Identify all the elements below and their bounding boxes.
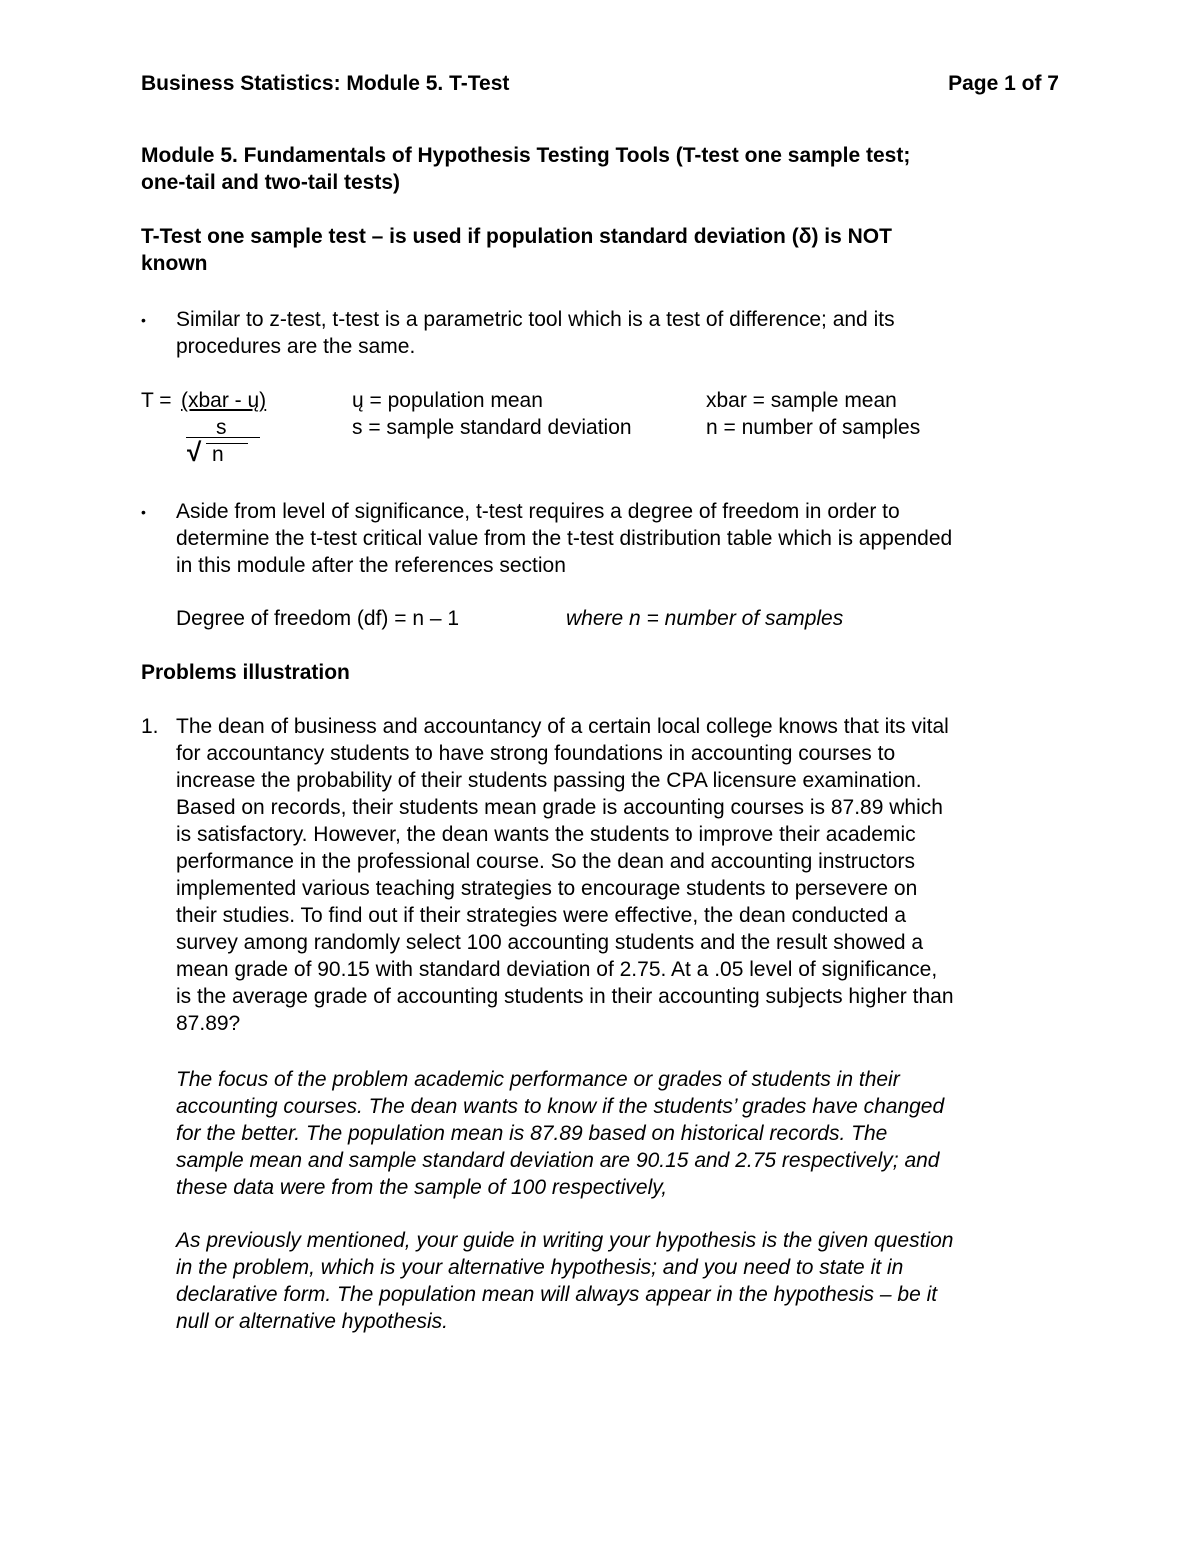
explanation2-line: null or alternative hypothesis.: [176, 1310, 448, 1333]
problem1-line: implemented various teaching strategies to encourage students to persevere on: [176, 877, 918, 900]
problem1-line: increase the probability of their students passing the CPA licensure examination.: [176, 769, 922, 792]
problem1-line: Based on records, their students mean grade is accounting courses is 87.89 which: [176, 796, 943, 819]
df-note: where n = number of samples: [566, 607, 844, 630]
ttest-definition-line2: known: [141, 252, 208, 275]
formula-lhs: T =: [141, 389, 172, 412]
explanation1-text: [176, 1066, 1076, 1201]
definition-n: n = number of samples: [706, 416, 921, 439]
problem1-line: is the average grade of accounting students in their accounting subjects higher than: [176, 985, 954, 1008]
problem1-line: mean grade of 90.15 with standard deviation of 2.75. At a .05 level of significance,: [176, 958, 938, 981]
section-heading: Problems illustration: [141, 661, 350, 684]
bullet-icon: •: [141, 504, 146, 520]
explanation1-line: sample mean and sample standard deviation are 90.15 and 2.75 respectively; and: [176, 1149, 940, 1172]
problem1-line: 87.89?: [176, 1012, 241, 1035]
df-formula: Degree of freedom (df) = n – 1: [176, 607, 460, 630]
formula-radicand: n: [212, 443, 224, 466]
module-title-line1: Module 5. Fundamentals of Hypothesis Testing Tools (T-test one sample test;: [141, 144, 911, 167]
problem1-line: their studies. To find out if their strategies were effective, the dean conducted a: [176, 904, 906, 927]
ttest-definition-line1: T-Test one sample test – is used if population standard deviation (δ) is NOT: [141, 225, 892, 248]
bullet-icon: •: [141, 312, 146, 328]
definition-mu: ų = population mean: [352, 389, 543, 412]
explanation2-text: [176, 1227, 1076, 1335]
page-number: Page 1 of 7: [948, 72, 1059, 95]
module-title-line2: one-tail and two-tail tests): [141, 171, 401, 194]
explanation1-line: accounting courses. The dean wants to know if the students’ grades have changed: [176, 1095, 945, 1118]
problem1-line: is satisfactory. However, the dean wants the students to improve their academic: [176, 823, 916, 846]
header-title: Business Statistics: Module 5. T-Test: [141, 72, 510, 95]
problem-number: 1.: [141, 715, 159, 738]
bullet1-line1: Similar to z-test, t-test is a parametric tool which is a test of difference; and its: [176, 308, 895, 331]
explanation2-line: declarative form. The population mean will always appear in the hypothesis – be it: [176, 1283, 938, 1306]
problem1-line: for accountancy students to have strong foundations in accounting courses to: [176, 742, 896, 765]
explanation2-line: in the problem, which is your alternative hypothesis; and you need to state it in: [176, 1256, 904, 1279]
problem1-line: performance in the professional course. So the dean and accounting instructors: [176, 850, 915, 873]
explanation2-line: As previously mentioned, your guide in writing your hypothesis is the given question: [176, 1229, 954, 1252]
problem1-line: survey among randomly select 100 accounting students and the result showed a: [176, 931, 924, 954]
bullet1-line2: procedures are the same.: [176, 335, 416, 358]
definition-xbar: xbar = sample mean: [706, 389, 897, 412]
bullet2-line3: in this module after the references section: [176, 554, 566, 577]
bullet2-line1: Aside from level of significance, t-test requires a degree of freedom in order to: [176, 500, 900, 523]
bullet2-line2: determine the t-test critical value from the t-test distribution table which is appended: [176, 527, 953, 550]
formula-denominator: s: [216, 416, 227, 439]
square-root-icon: √: [187, 437, 202, 467]
explanation1-line: these data were from the sample of 100 respectively,: [176, 1176, 668, 1199]
definition-s: s = sample standard deviation: [352, 416, 632, 439]
formula-numerator: (xbar - ų): [181, 389, 267, 412]
explanation1-line: The focus of the problem academic performance or grades of students in their: [176, 1068, 900, 1091]
problem1-text: [176, 713, 1076, 1037]
explanation1-line: for the better. The population mean is 87.89 based on historical records. The: [176, 1122, 888, 1145]
problem1-line: The dean of business and accountancy of a certain local college knows that its vital: [176, 715, 949, 738]
